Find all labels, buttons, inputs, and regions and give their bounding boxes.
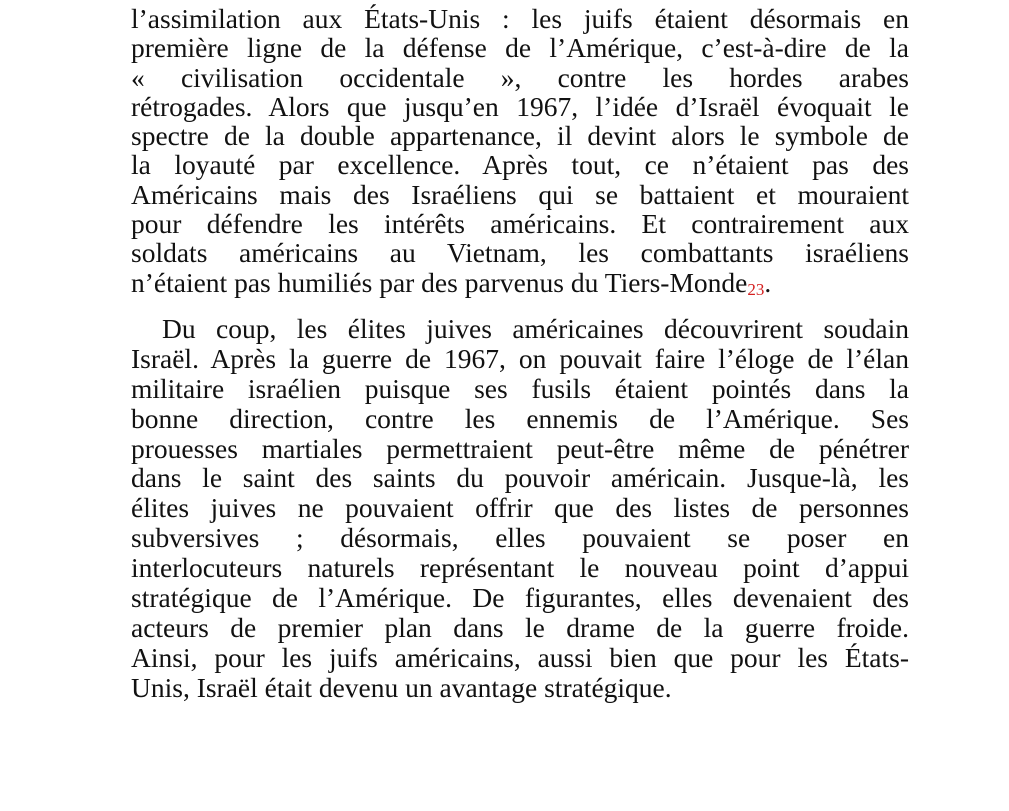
- line-end-punctuation: .: [764, 266, 772, 298]
- line-text: subversives ; désormais, elles pouvaient se poser en: [131, 522, 909, 554]
- text-line: [131, 180, 909, 209]
- text-line: [131, 92, 909, 121]
- line-text: Américains mais des Israéliens qui se battaient et mouraient: [131, 178, 909, 210]
- text-line: [131, 673, 909, 703]
- text-line: [131, 404, 909, 434]
- line-text: la loyauté par excellence. Après tout, ce n’étaient pas des: [131, 149, 909, 181]
- text-line: [131, 643, 909, 673]
- line-text: Israël. Après la guerre de 1967, on pouvait faire l’éloge de l’élan: [131, 342, 909, 374]
- line-text: acteurs de premier plan dans le drame de la guerre froide.: [131, 611, 909, 643]
- text-line: [131, 613, 909, 643]
- line-text: n’étaient pas humiliés par des parvenus du Tiers-Monde: [131, 266, 748, 298]
- line-text: stratégique de l’Amérique. De figurantes, elles devenaient des: [131, 581, 909, 613]
- line-text: prouesses martiales permettraient peut-être même de pénétrer: [131, 432, 909, 464]
- text-line: [131, 314, 909, 344]
- line-text: militaire israélien puisque ses fusils étaient pointés dans la: [131, 372, 909, 404]
- text-line: [131, 238, 909, 267]
- text-line: [131, 63, 909, 92]
- text-line: [131, 434, 909, 464]
- text-line: [131, 583, 909, 613]
- line-text: bonne direction, contre les ennemis de l’Amérique. Ses: [131, 402, 909, 434]
- text-line: [131, 4, 909, 33]
- text-line: [131, 463, 909, 493]
- text-line: [131, 33, 909, 62]
- text-line: [131, 344, 909, 374]
- line-text: Ainsi, pour les juifs américains, aussi bien que pour les États-: [131, 641, 909, 673]
- text-line: [131, 209, 909, 238]
- paragraph-1: [131, 4, 909, 297]
- line-text: première ligne de la défense de l’Amérique, c’est-à-dire de la: [131, 32, 909, 64]
- line-text: spectre de la double appartenance, il devint alors le symbole de: [131, 120, 909, 152]
- paragraph-2: [131, 314, 909, 703]
- text-line: [131, 553, 909, 583]
- text-line: [131, 493, 909, 523]
- line-text: l’assimilation aux États-Unis : les juifs étaient désormais en: [131, 3, 909, 34]
- line-text: rétrogades. Alors que jusqu’en 1967, l’idée d’Israël évoquait le: [131, 90, 909, 122]
- text-line: [131, 523, 909, 553]
- line-text: Du coup, les élites juives américaines découvrirent soudain: [162, 312, 909, 344]
- line-text: élites juives ne pouvaient offrir que des listes de personnes: [131, 492, 909, 524]
- footnote-link[interactable]: 23: [747, 279, 765, 299]
- text-line: [131, 374, 909, 404]
- line-text: Unis, Israël était devenu un avantage stratégique.: [131, 671, 672, 703]
- line-text: « civilisation occidentale », contre les hordes arabes: [131, 61, 909, 93]
- text-line: [131, 268, 909, 297]
- text-line: [131, 121, 909, 150]
- document-page: [131, 4, 909, 703]
- line-text: pour défendre les intérêts américains. Et contrairement aux: [131, 208, 909, 240]
- line-text: dans le saint des saints du pouvoir américain. Jusque-là, les: [131, 462, 909, 494]
- text-line: [131, 150, 909, 179]
- line-text: interlocuteurs naturels représentant le nouveau point d’appui: [131, 552, 909, 584]
- line-text: soldats américains au Vietnam, les combattants israéliens: [131, 237, 909, 269]
